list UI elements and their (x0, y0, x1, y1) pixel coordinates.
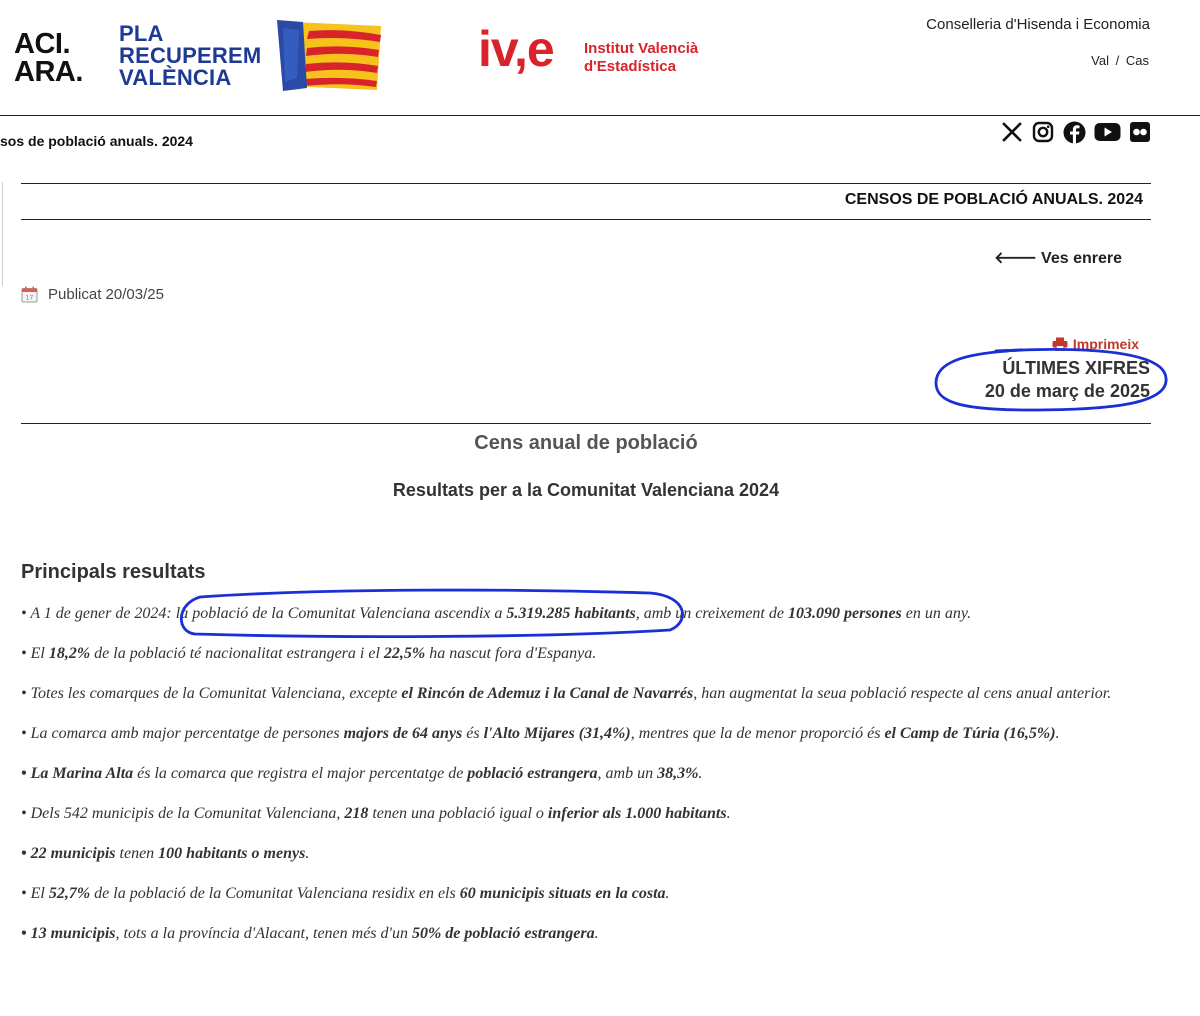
result-bullet (21, 724, 1151, 744)
bullet-emphasis: l'Alto Mijares (31,4%) (483, 725, 631, 742)
bullet-text: . (698, 765, 703, 782)
result-bullet (21, 644, 1151, 664)
bullet-emphasis: 38,3% (657, 765, 699, 782)
back-button[interactable] (994, 247, 1122, 268)
publication-date (21, 286, 164, 303)
pla-logo-line: RECUPEREM (119, 43, 262, 68)
bullet-emphasis: 18,2% (48, 645, 91, 662)
print-button[interactable] (1052, 336, 1139, 352)
bullet-text: • El (21, 645, 49, 662)
conselleria-link[interactable]: Conselleria d'Hisenda i Economia (926, 16, 1150, 33)
bullet-text: • Dels 542 municipis de la Comunitat Valenciana, (21, 805, 345, 822)
lang-cas-link[interactable]: Cas (1125, 53, 1149, 68)
bullet-text: de la població té nacionalitat estrangera i el (90, 645, 384, 662)
result-bullet (21, 804, 1151, 824)
pla-logo-line: VALÈNCIA (119, 65, 232, 90)
flickr-icon[interactable] (1128, 120, 1152, 144)
principals-heading: Principals resultats (21, 561, 206, 583)
annotation-underline-stroke (996, 350, 1022, 351)
aci-ara-logo-line: ACI. (14, 28, 70, 60)
bullet-text: ha nascut fora d'Espanya. (425, 645, 597, 662)
bullet-text: és (462, 725, 484, 742)
result-bullet (21, 924, 1151, 944)
social-links (1000, 120, 1152, 144)
bullet-emphasis: el Rincón de Ademuz i la Canal de Navarrés (401, 685, 694, 702)
latest-figures (985, 357, 1150, 404)
back-button-label: Ves enrere (1041, 250, 1122, 267)
bullet-text: tenen (115, 845, 159, 862)
result-bullet (21, 884, 1151, 904)
left-border-line (2, 182, 3, 286)
result-bullet (21, 684, 1151, 704)
ive-logo-text-line: d'Estadística (584, 58, 676, 75)
language-switcher (1088, 53, 1149, 68)
title-divider-top (21, 183, 1151, 184)
bullet-text: és la comarca que registra el major percentatge de (133, 765, 468, 782)
page-title: CENSOS DE POBLACIÓ ANUALS. 2024 (844, 191, 1143, 208)
results-list (21, 604, 1151, 964)
aci-ara-logo-line: ARA. (14, 56, 83, 89)
svg-text:17: 17 (25, 294, 34, 302)
title-divider-bottom (21, 219, 1151, 220)
header-divider (0, 115, 1200, 116)
breadcrumb[interactable]: sos de població anuals. 2024 (0, 133, 193, 149)
arrow-left-icon: 🡐 (994, 250, 1038, 267)
lang-separator: / (1115, 53, 1120, 68)
print-label: Imprimeix (1072, 336, 1139, 352)
aci-ara-logo[interactable] (14, 30, 83, 87)
lang-val-link[interactable]: Val (1091, 53, 1109, 68)
instagram-icon[interactable] (1031, 120, 1055, 144)
bullet-emphasis: • 22 municipis (21, 845, 116, 862)
bullet-text: . (594, 925, 599, 942)
section-subtitle: Resultats per a la Comunitat Valenciana 2024 (392, 480, 780, 500)
section-title: Cens anual de població (474, 432, 698, 454)
bullet-emphasis: 22,5% (383, 645, 426, 662)
bullet-text: de la població de la Comunitat Valenciana residix en els (90, 885, 460, 902)
bullet-emphasis: 218 (344, 805, 369, 822)
result-bullet (21, 604, 1151, 624)
bullet-text: • A 1 de gener de 2024: la població de la Comunitat Valenciana ascendix a (21, 605, 507, 622)
bullet-emphasis: població estrangera (467, 765, 598, 782)
bullet-emphasis: 52,7% (48, 885, 91, 902)
bullet-text: , amb un creixement de (635, 605, 788, 622)
section-divider (21, 423, 1151, 424)
bullet-emphasis: 60 municipis situats en la costa (459, 885, 666, 902)
latest-figures-heading: ÚLTIMES XIFRES (1002, 358, 1150, 378)
bullet-text: • El (21, 885, 49, 902)
bullet-emphasis: el Camp de Túria (16,5%) (884, 725, 1056, 742)
published-text: Publicat 20/03/25 (48, 286, 164, 303)
bullet-text: en un any. (901, 605, 972, 622)
bullet-text: tenen una població igual o (368, 805, 548, 822)
bullet-text: . (1055, 725, 1060, 742)
bullet-text: . (726, 805, 731, 822)
calendar-icon (21, 286, 38, 303)
result-bullet (21, 844, 1151, 864)
ive-logo-text[interactable] (584, 40, 698, 76)
bullet-emphasis: 100 habitants o menys (158, 845, 306, 862)
bullet-emphasis: inferior als 1.000 habitants (547, 805, 727, 822)
facebook-icon[interactable] (1062, 120, 1086, 144)
bullet-emphasis: majors de 64 anys (343, 725, 463, 742)
youtube-icon[interactable] (1093, 120, 1121, 144)
ive-logo[interactable]: iv,e (478, 21, 554, 77)
bullet-text: . (305, 845, 310, 862)
senyera-flag-icon (273, 18, 388, 92)
bullet-text: . (665, 885, 670, 902)
bullet-text: • La comarca amb major percentatge de persones (21, 725, 344, 742)
bullet-emphasis: 5.319.285 habitants (506, 605, 636, 622)
bullet-emphasis: • La Marina Alta (21, 765, 134, 782)
bullet-emphasis: 50% de població estrangera (411, 925, 595, 942)
bullet-emphasis: • 13 municipis (21, 925, 116, 942)
result-bullet (21, 764, 1151, 784)
ive-logo-text-line: Institut Valencià (584, 40, 699, 57)
latest-figures-date: 20 de març de 2025 (984, 381, 1150, 402)
bullet-text: , tots a la província d'Alacant, tenen més d'un (115, 925, 412, 942)
pla-recuperem-logo[interactable] (119, 23, 261, 89)
bullet-text: , mentres que la de menor proporció és (630, 725, 885, 742)
printer-icon (1052, 337, 1068, 351)
bullet-emphasis: 103.090 persones (787, 605, 902, 622)
bullet-text: , han augmentat la seua població respecte al cens anual anterior. (693, 685, 1112, 702)
pla-logo-line: PLA (119, 21, 164, 46)
x-icon[interactable] (1000, 120, 1024, 144)
bullet-text: • Totes les comarques de la Comunitat Valenciana, excepte (21, 685, 402, 702)
bullet-text: , amb un (597, 765, 658, 782)
